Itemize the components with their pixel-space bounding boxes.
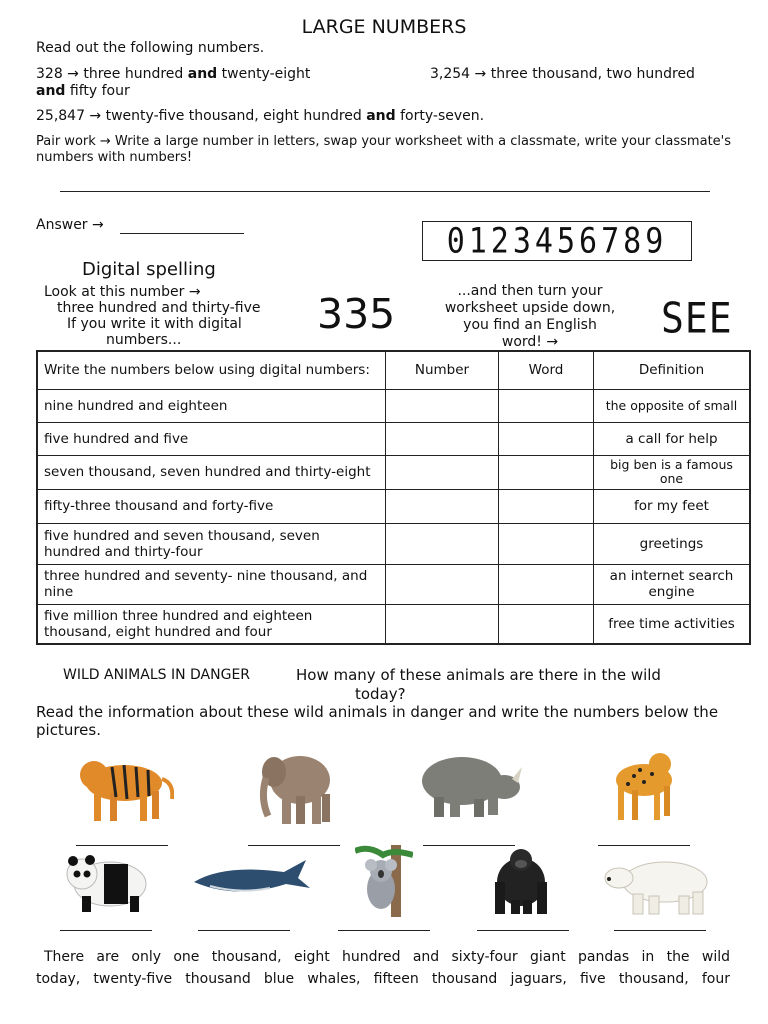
word-cell[interactable] — [499, 604, 594, 644]
animals-instructions: Read the information about these wild animals in danger and write the numbers below the pictures. — [36, 703, 719, 739]
definition-cell: for my feet — [594, 489, 751, 523]
table-row — [37, 604, 750, 644]
example-1 — [36, 66, 310, 100]
whale-answer-line[interactable] — [198, 930, 290, 931]
look-line-3: If you write it with digital — [67, 316, 242, 332]
number-cell[interactable] — [386, 604, 499, 644]
row-text: five million three hundred and eighteen thousand, eight hundred and four — [37, 604, 386, 644]
turn-line-4: word! → — [501, 334, 559, 350]
jaguar-image — [604, 746, 679, 824]
row-text: five hundred and seven thousand, seven hundred and thirty-four — [37, 523, 386, 564]
table-row — [37, 523, 750, 564]
header-definition: Definition — [594, 351, 751, 389]
panda-answer-line[interactable] — [60, 930, 152, 931]
intro-text: Read out the following numbers. — [36, 40, 265, 56]
gorilla-image — [487, 846, 557, 916]
answer-label: Answer → — [36, 217, 104, 233]
header-number: Number — [386, 351, 499, 389]
turn-line-2: worksheet upside down, — [444, 300, 616, 316]
row-text: five hundred and five — [37, 422, 386, 455]
table-row — [37, 389, 750, 422]
word-cell[interactable] — [499, 455, 594, 489]
turn-line-1: ...and then turn your — [457, 283, 603, 299]
word-cell[interactable] — [499, 422, 594, 455]
pairwork-text: Pair work → Write a large number in letters, swap your worksheet with a classmate, write your classmate's numbers with numbers! — [36, 134, 732, 165]
animals-paragraph-line-2: today, twenty-five thousand blue whales, fifteen thousand jaguars, five thousand, four — [36, 971, 730, 987]
panda-image — [64, 848, 150, 914]
rhino-image — [414, 745, 524, 820]
header-instructions: Write the numbers below using digital numbers: — [37, 351, 386, 389]
table-header-row — [37, 351, 750, 389]
table-row — [37, 455, 750, 489]
animals-paragraph — [36, 946, 730, 990]
number-cell[interactable] — [386, 455, 499, 489]
elephant-image — [256, 742, 338, 827]
row-text: three hundred and seventy- nine thousand, and nine — [37, 564, 386, 604]
digital-digits-box — [422, 221, 692, 261]
word-cell[interactable] — [499, 389, 594, 422]
page-title: LARGE NUMBERS — [301, 16, 467, 38]
example-1-and2: and — [36, 83, 66, 99]
word-cell[interactable] — [499, 523, 594, 564]
jaguar-answer-line[interactable] — [598, 845, 690, 846]
whale-image — [190, 858, 314, 902]
koala-image — [355, 845, 413, 917]
definition-cell: a call for help — [594, 422, 751, 455]
gorilla-answer-line[interactable] — [477, 930, 569, 931]
answer-line[interactable] — [120, 233, 244, 234]
definition-cell: free time activities — [594, 604, 751, 644]
row-text: fifty-three thousand and forty-five — [37, 489, 386, 523]
digital-digits: 0123456789 — [446, 220, 668, 262]
look-line-4: numbers... — [106, 332, 182, 348]
example-1-and: and — [187, 66, 218, 82]
header-word: Word — [499, 351, 594, 389]
tiger-answer-line[interactable] — [76, 845, 168, 846]
animals-paragraph-line-1: There are only one thousand, eight hundred and sixty-four giant pandas in the wild — [44, 949, 730, 965]
big-number: 335 — [317, 290, 396, 338]
example-1-text: 328 → three hundred — [36, 66, 188, 82]
koala-answer-line[interactable] — [338, 930, 430, 931]
example-3-end: forty-seven. — [395, 108, 485, 124]
word-cell[interactable] — [499, 489, 594, 523]
elephant-answer-line[interactable] — [248, 845, 340, 846]
polar-bear-image — [603, 852, 719, 916]
animals-question-2: today? — [355, 685, 406, 703]
number-cell[interactable] — [386, 489, 499, 523]
digital-table — [36, 350, 751, 645]
number-cell[interactable] — [386, 523, 499, 564]
definition-cell: greetings — [594, 523, 751, 564]
writing-line[interactable] — [60, 191, 710, 192]
polar-bear-answer-line[interactable] — [614, 930, 706, 931]
number-cell[interactable] — [386, 564, 499, 604]
table-row — [37, 422, 750, 455]
animals-question: How many of these animals are there in the wild — [296, 666, 661, 684]
example-2: 3,254 → three thousand, two hundred — [430, 66, 695, 82]
table-row — [37, 489, 750, 523]
table-row — [37, 564, 750, 604]
example-1-end: twenty-eight — [217, 66, 311, 82]
definition-cell: an internet search engine — [594, 564, 751, 604]
number-cell[interactable] — [386, 422, 499, 455]
digital-heading: Digital spelling — [82, 259, 216, 280]
definition-cell: big ben is a famous one — [594, 455, 751, 489]
word-cell[interactable] — [499, 564, 594, 604]
example-1-end2: fifty four — [65, 83, 130, 99]
look-line-2: three hundred and thirty-five — [57, 300, 261, 316]
definition-cell: the opposite of small — [594, 389, 751, 422]
row-text: seven thousand, seven hundred and thirty-eight — [37, 455, 386, 489]
example-3-and: and — [366, 108, 396, 124]
digital-word: SEE — [661, 293, 733, 343]
turn-line-3: you find an English — [463, 317, 597, 333]
turn-text — [430, 283, 630, 351]
look-line-1: Look at this number → — [44, 284, 201, 300]
number-cell[interactable] — [386, 389, 499, 422]
example-3-text: 25,847 → twenty-five thousand, eight hundred — [36, 108, 367, 124]
tiger-image — [72, 745, 174, 825]
row-text: nine hundred and eighteen — [37, 389, 386, 422]
animals-heading: WILD ANIMALS IN DANGER — [63, 667, 251, 683]
example-3 — [36, 108, 484, 125]
